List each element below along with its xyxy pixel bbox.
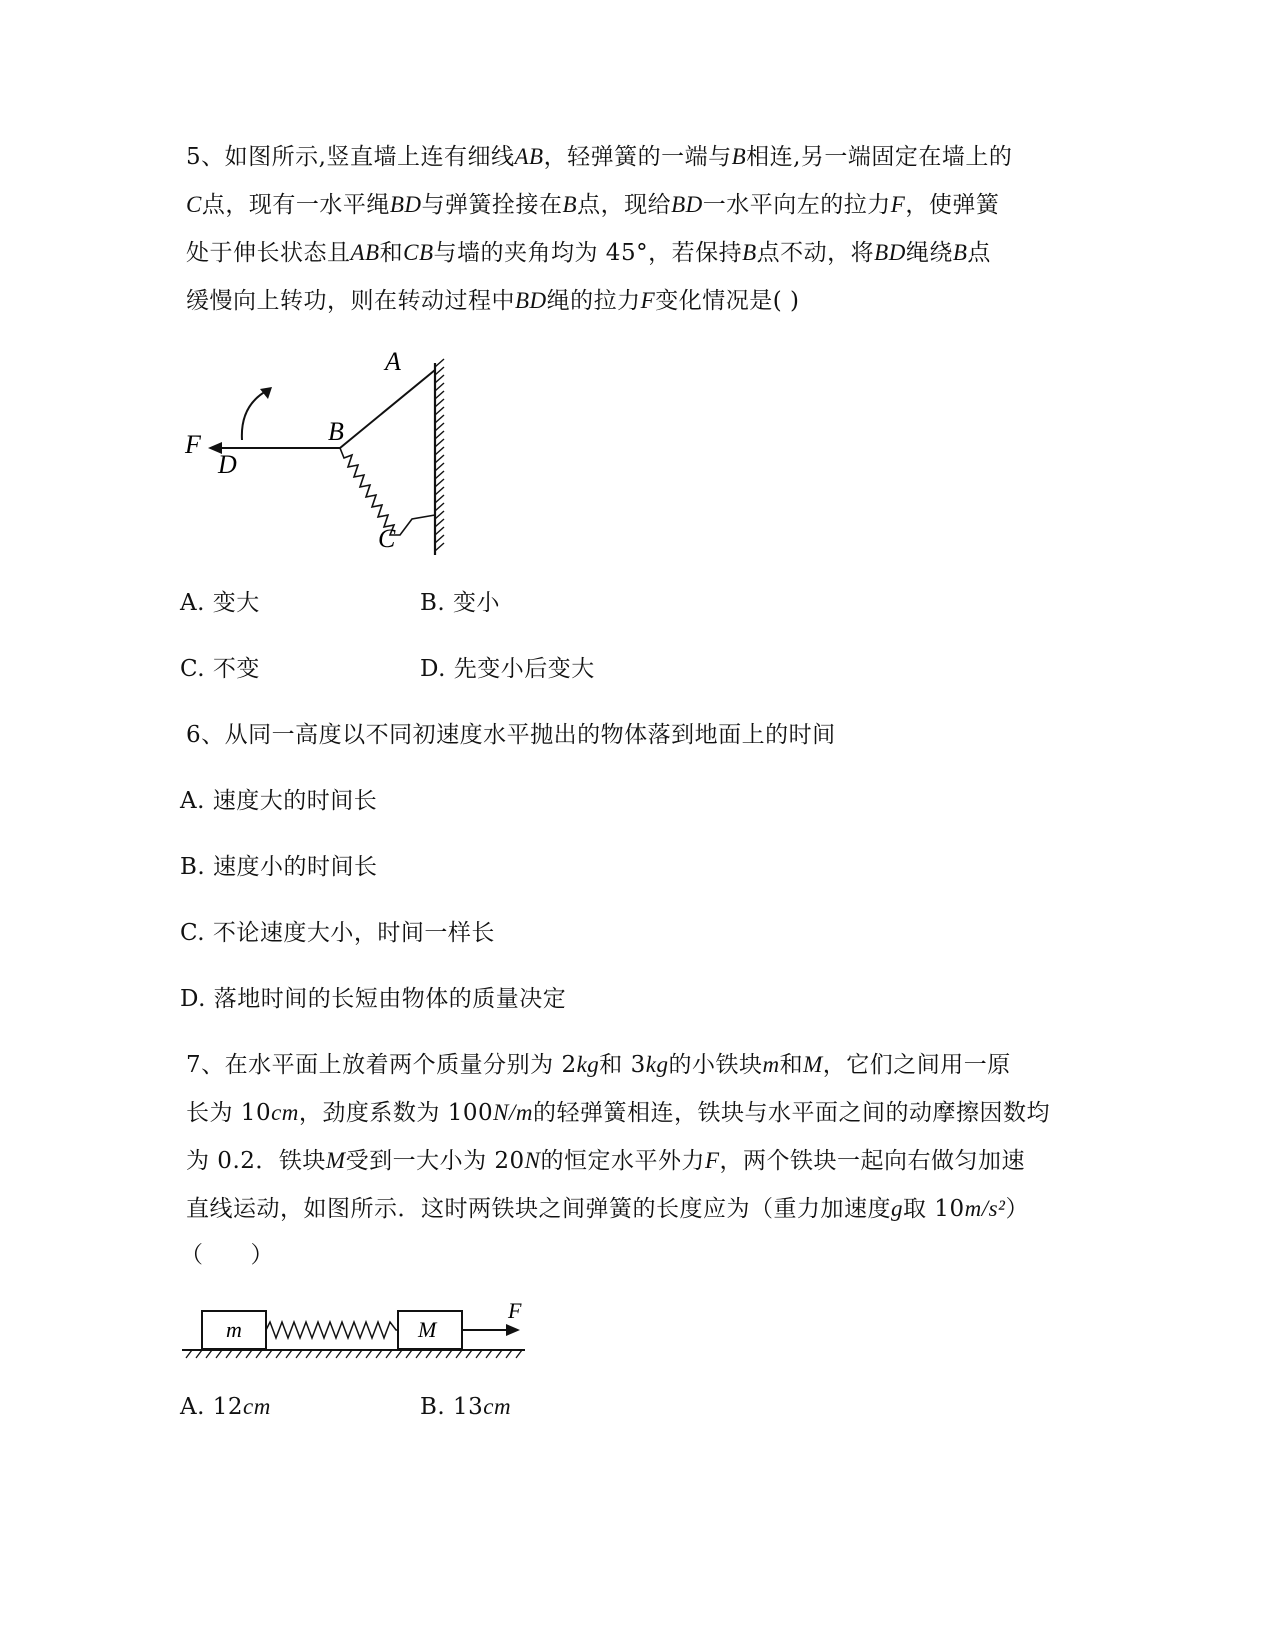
q6-option-b[interactable]: B. 速度小的时间长 [180,854,378,880]
label-b: B [328,417,344,446]
var: F [704,1148,720,1173]
var: C [186,192,202,217]
unit: N [524,1148,541,1173]
var: m [762,1052,780,1077]
spring-between-blocks [266,1322,398,1338]
q5-stem-line-4 [186,286,800,316]
q5-stem-line-2 [186,190,999,220]
text: 与弹簧拴接在 [421,192,563,218]
text: ，两个铁块一起向右做匀加速 [719,1148,1026,1174]
text: 长为 10 [186,1100,272,1126]
text: 和 3 [599,1052,646,1078]
unit: kg [576,1052,600,1077]
text: 和 [379,240,404,266]
label-d: D [218,450,237,479]
var: B [562,192,578,217]
q7-stem-line-1 [186,1050,1011,1080]
var: AB [350,240,380,265]
q7-stem-line-3 [186,1146,1025,1176]
var: M [325,1148,346,1173]
text: 一水平向左的拉力 [702,192,891,218]
q5-option-a[interactable]: A. 变大 [180,590,260,616]
text: 直线运动，如图所示．这时两铁块之间弹簧的长度应为（重力加速度 [186,1196,891,1222]
text: 的恒定水平外力 [540,1148,705,1174]
spring-bc [340,448,435,535]
q7-answer-blank: （ ） [180,1242,274,1268]
q6-option-a[interactable]: A. 速度大的时间长 [180,788,378,814]
q5-stem-line-1 [186,142,1012,172]
wall-hatching [435,359,444,551]
text: ） [1005,1196,1029,1222]
var: AB [514,144,544,169]
var: F [890,192,906,217]
text: 点 [967,240,991,266]
q5-figure [180,345,470,575]
q5-option-c[interactable]: C. 不变 [180,656,260,682]
q7-option-a[interactable] [180,1392,271,1422]
q6-stem: 6、从同一高度以不同初速度水平抛出的物体落到地面上的时间 [186,722,836,748]
text: 点不动，将 [756,240,875,266]
rotation-arrow [242,390,268,440]
ground-hatching [186,1350,522,1358]
q7-stem-line-2 [186,1098,1050,1128]
label-big-m: M [418,1317,437,1342]
text: 与墙的夹角均为 45°，若保持 [433,240,743,266]
var: B [731,144,747,169]
q6-option-c[interactable]: C. 不论速度大小，时间一样长 [180,920,495,946]
q5-stem-line-3 [186,238,991,268]
text: 点，现给 [577,192,672,218]
text: 5、如图所示,竖直墙上连有细线 [186,144,515,170]
text: 和 [779,1052,804,1078]
unit: cm [243,1394,271,1419]
var: BD [874,240,906,265]
unit: cm [483,1394,512,1419]
q7-figure [180,1298,530,1368]
label-f: F [185,430,201,459]
unit: kg [645,1052,669,1077]
q7-stem-line-4 [186,1194,1029,1224]
force-arrowhead [506,1324,520,1336]
var: BD [515,288,547,313]
text: 取 10 [903,1196,965,1222]
text: 的小铁块 [668,1052,763,1078]
text: 受到一大小为 20 [345,1148,525,1174]
var: B [952,240,968,265]
text: ，轻弹簧的一端与 [543,144,732,170]
q7-option-b[interactable] [420,1392,511,1422]
q6-option-d[interactable]: D. 落地时间的长短由物体的质量决定 [180,986,567,1012]
var: F [640,288,656,313]
unit: cm [271,1100,299,1125]
text: 7、在水平面上放着两个质量分别为 2 [186,1052,577,1078]
text: 处于伸长状态且 [186,240,351,266]
text: 绳的拉力 [546,288,641,314]
var: B [742,240,757,265]
text: 变化情况是( ) [655,288,800,314]
var: BD [389,192,422,217]
text: B. 13 [420,1394,484,1420]
q5-option-d[interactable]: D. 先变小后变大 [420,656,595,682]
label-a: A [385,347,401,376]
thread-ab [340,370,435,448]
var: BD [671,192,703,217]
text: A. 12 [180,1394,243,1420]
unit: N/m [493,1100,533,1125]
q5-option-b[interactable]: B. 变小 [420,590,501,616]
text: ，劲度系数为 100 [298,1100,494,1126]
unit: m/s² [964,1196,1006,1221]
text: 绳绕 [905,240,953,266]
label-f: F [508,1298,522,1323]
text: 缓慢向上转功，则在转动过程中 [186,288,515,314]
var: M [803,1052,823,1077]
text: 为 0.2．铁块 [186,1148,326,1174]
text: 点，现有一水平绳 [201,192,390,218]
text: 的轻弹簧相连，铁块与水平面之间的动摩擦因数均 [532,1100,1050,1126]
var: CB [403,240,434,265]
var: g [891,1196,903,1221]
text: ，使弹簧 [905,192,1000,218]
label-m: m [226,1317,242,1342]
label-c: C [378,524,396,553]
text: ，它们之间用一原 [822,1052,1011,1078]
text: 相连,另一端固定在墙上的 [746,144,1013,170]
